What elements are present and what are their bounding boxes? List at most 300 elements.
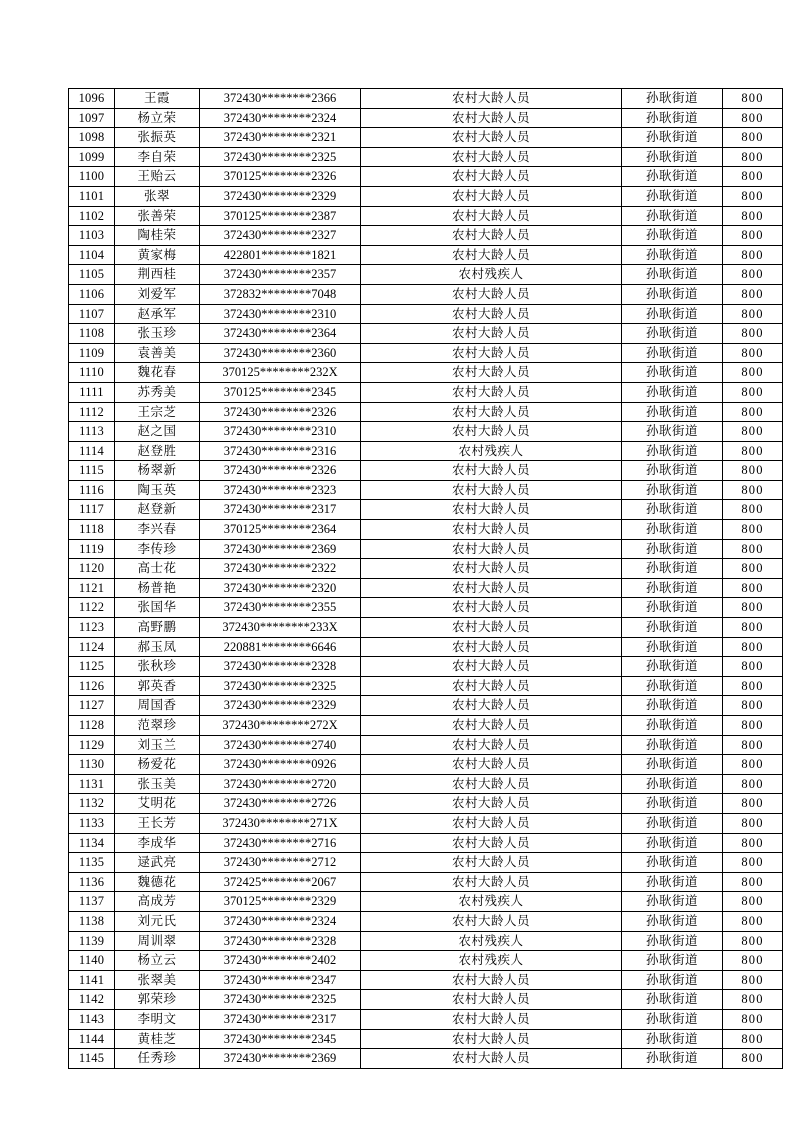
cell-amount: 800 [723, 813, 783, 833]
cell-id-number: 372430********2324 [200, 911, 361, 931]
cell-street: 孙耿街道 [622, 598, 723, 618]
cell-id-number: 372430********2325 [200, 147, 361, 167]
cell-category: 农村大龄人员 [361, 167, 622, 187]
cell-name: 刘玉兰 [115, 735, 200, 755]
table-row [69, 911, 783, 931]
cell-category: 农村大龄人员 [361, 657, 622, 677]
cell-category: 农村大龄人员 [361, 911, 622, 931]
cell-id-number: 372430********2328 [200, 931, 361, 951]
cell-amount: 800 [723, 363, 783, 383]
cell-category: 农村大龄人员 [361, 147, 622, 167]
cell-amount: 800 [723, 892, 783, 912]
cell-name: 杨普艳 [115, 578, 200, 598]
cell-street: 孙耿街道 [622, 872, 723, 892]
cell-name: 周国香 [115, 696, 200, 716]
cell-amount: 800 [723, 559, 783, 579]
cell-sequence: 1099 [69, 147, 115, 167]
cell-amount: 800 [723, 618, 783, 638]
cell-name: 张善荣 [115, 206, 200, 226]
table-row [69, 539, 783, 559]
cell-amount: 800 [723, 480, 783, 500]
cell-category: 农村大龄人员 [361, 324, 622, 344]
cell-id-number: 372430********2720 [200, 774, 361, 794]
cell-amount: 800 [723, 696, 783, 716]
cell-street: 孙耿街道 [622, 284, 723, 304]
cell-sequence: 1131 [69, 774, 115, 794]
cell-name: 王长芳 [115, 813, 200, 833]
cell-street: 孙耿街道 [622, 422, 723, 442]
cell-name: 赵承军 [115, 304, 200, 324]
cell-street: 孙耿街道 [622, 774, 723, 794]
cell-street: 孙耿街道 [622, 167, 723, 187]
table-row [69, 559, 783, 579]
cell-street: 孙耿街道 [622, 382, 723, 402]
cell-sequence: 1101 [69, 186, 115, 206]
cell-category: 农村大龄人员 [361, 206, 622, 226]
cell-category: 农村大龄人员 [361, 402, 622, 422]
table-row [69, 441, 783, 461]
cell-id-number: 372430********2310 [200, 304, 361, 324]
cell-name: 李兴春 [115, 520, 200, 540]
cell-name: 陶桂荣 [115, 226, 200, 246]
table-row [69, 696, 783, 716]
cell-name: 任秀珍 [115, 1049, 200, 1069]
cell-sequence: 1109 [69, 343, 115, 363]
cell-amount: 800 [723, 931, 783, 951]
cell-id-number: 372430********2712 [200, 853, 361, 873]
table-row [69, 461, 783, 481]
cell-street: 孙耿街道 [622, 520, 723, 540]
cell-amount: 800 [723, 284, 783, 304]
cell-street: 孙耿街道 [622, 716, 723, 736]
cell-category: 农村大龄人员 [361, 245, 622, 265]
cell-sequence: 1098 [69, 128, 115, 148]
cell-id-number: 370125********2326 [200, 167, 361, 187]
cell-amount: 800 [723, 147, 783, 167]
table-row [69, 598, 783, 618]
cell-amount: 800 [723, 539, 783, 559]
cell-category: 农村残疾人 [361, 951, 622, 971]
cell-amount: 800 [723, 833, 783, 853]
cell-amount: 800 [723, 324, 783, 344]
cell-sequence: 1121 [69, 578, 115, 598]
cell-sequence: 1134 [69, 833, 115, 853]
cell-street: 孙耿街道 [622, 1029, 723, 1049]
cell-sequence: 1119 [69, 539, 115, 559]
cell-street: 孙耿街道 [622, 128, 723, 148]
cell-amount: 800 [723, 304, 783, 324]
cell-id-number: 220881********6646 [200, 637, 361, 657]
cell-id-number: 372430********2316 [200, 441, 361, 461]
cell-category: 农村大龄人员 [361, 853, 622, 873]
cell-category: 农村大龄人员 [361, 716, 622, 736]
cell-category: 农村大龄人员 [361, 794, 622, 814]
cell-sequence: 1111 [69, 382, 115, 402]
cell-sequence: 1126 [69, 676, 115, 696]
cell-sequence: 1128 [69, 716, 115, 736]
cell-id-number: 372832********7048 [200, 284, 361, 304]
cell-sequence: 1140 [69, 951, 115, 971]
cell-street: 孙耿街道 [622, 206, 723, 226]
cell-id-number: 372430********2347 [200, 970, 361, 990]
cell-amount: 800 [723, 186, 783, 206]
cell-name: 高士花 [115, 559, 200, 579]
cell-amount: 800 [723, 951, 783, 971]
cell-id-number: 372430********2716 [200, 833, 361, 853]
cell-street: 孙耿街道 [622, 147, 723, 167]
cell-id-number: 372430********2324 [200, 108, 361, 128]
cell-sequence: 1125 [69, 657, 115, 677]
cell-name: 赵登胜 [115, 441, 200, 461]
cell-name: 高野鹏 [115, 618, 200, 638]
cell-name: 杨立云 [115, 951, 200, 971]
cell-sequence: 1122 [69, 598, 115, 618]
cell-name: 张秋珍 [115, 657, 200, 677]
cell-name: 刘元氏 [115, 911, 200, 931]
table-row [69, 1009, 783, 1029]
cell-amount: 800 [723, 343, 783, 363]
cell-id-number: 372430********2345 [200, 1029, 361, 1049]
cell-category: 农村大龄人员 [361, 872, 622, 892]
cell-name: 杨立荣 [115, 108, 200, 128]
cell-street: 孙耿街道 [622, 892, 723, 912]
cell-name: 高成芳 [115, 892, 200, 912]
cell-category: 农村大龄人员 [361, 970, 622, 990]
cell-category: 农村残疾人 [361, 265, 622, 285]
cell-id-number: 372430********2357 [200, 265, 361, 285]
cell-name: 艾明花 [115, 794, 200, 814]
table-row [69, 735, 783, 755]
cell-id-number: 372430********2323 [200, 480, 361, 500]
cell-name: 郭英香 [115, 676, 200, 696]
cell-amount: 800 [723, 794, 783, 814]
cell-sequence: 1105 [69, 265, 115, 285]
cell-id-number: 370125********2329 [200, 892, 361, 912]
cell-sequence: 1107 [69, 304, 115, 324]
cell-sequence: 1139 [69, 931, 115, 951]
cell-amount: 800 [723, 500, 783, 520]
cell-street: 孙耿街道 [622, 794, 723, 814]
cell-amount: 800 [723, 520, 783, 540]
cell-category: 农村大龄人员 [361, 1029, 622, 1049]
cell-category: 农村大龄人员 [361, 108, 622, 128]
cell-amount: 800 [723, 89, 783, 109]
cell-id-number: 422801********1821 [200, 245, 361, 265]
table-row [69, 265, 783, 285]
roster-table [68, 88, 783, 1069]
cell-name: 刘爱军 [115, 284, 200, 304]
cell-amount: 800 [723, 265, 783, 285]
cell-name: 李成华 [115, 833, 200, 853]
cell-id-number: 372430********2320 [200, 578, 361, 598]
cell-name: 杨翠新 [115, 461, 200, 481]
table-row [69, 186, 783, 206]
cell-category: 农村大龄人员 [361, 559, 622, 579]
cell-id-number: 372430********2326 [200, 402, 361, 422]
cell-street: 孙耿街道 [622, 931, 723, 951]
cell-street: 孙耿街道 [622, 853, 723, 873]
cell-street: 孙耿街道 [622, 735, 723, 755]
cell-category: 农村大龄人员 [361, 833, 622, 853]
cell-amount: 800 [723, 461, 783, 481]
cell-name: 逯武亮 [115, 853, 200, 873]
table-row [69, 637, 783, 657]
cell-category: 农村大龄人员 [361, 186, 622, 206]
cell-amount: 800 [723, 774, 783, 794]
cell-id-number: 372430********2369 [200, 539, 361, 559]
cell-name: 张翠美 [115, 970, 200, 990]
cell-category: 农村大龄人员 [361, 500, 622, 520]
cell-id-number: 372430********2366 [200, 89, 361, 109]
cell-category: 农村大龄人员 [361, 284, 622, 304]
cell-category: 农村残疾人 [361, 892, 622, 912]
cell-sequence: 1145 [69, 1049, 115, 1069]
cell-sequence: 1120 [69, 559, 115, 579]
cell-name: 袁善美 [115, 343, 200, 363]
cell-sequence: 1106 [69, 284, 115, 304]
cell-id-number: 372430********2328 [200, 657, 361, 677]
cell-id-number: 372430********2317 [200, 500, 361, 520]
cell-amount: 800 [723, 1029, 783, 1049]
cell-id-number: 370125********2387 [200, 206, 361, 226]
cell-category: 农村残疾人 [361, 441, 622, 461]
cell-category: 农村大龄人员 [361, 520, 622, 540]
cell-name: 陶玉英 [115, 480, 200, 500]
cell-category: 农村大龄人员 [361, 461, 622, 481]
cell-amount: 800 [723, 128, 783, 148]
cell-category: 农村大龄人员 [361, 128, 622, 148]
cell-sequence: 1137 [69, 892, 115, 912]
cell-name: 张翠 [115, 186, 200, 206]
cell-street: 孙耿街道 [622, 833, 723, 853]
cell-category: 农村大龄人员 [361, 89, 622, 109]
cell-amount: 800 [723, 657, 783, 677]
roster-table-container [68, 88, 764, 1069]
cell-id-number: 372430********2326 [200, 461, 361, 481]
cell-id-number: 372430********2329 [200, 186, 361, 206]
cell-sequence: 1104 [69, 245, 115, 265]
cell-sequence: 1108 [69, 324, 115, 344]
cell-amount: 800 [723, 402, 783, 422]
cell-amount: 800 [723, 245, 783, 265]
table-row [69, 382, 783, 402]
cell-category: 农村大龄人员 [361, 343, 622, 363]
cell-street: 孙耿街道 [622, 637, 723, 657]
cell-id-number: 372430********2325 [200, 990, 361, 1010]
cell-sequence: 1143 [69, 1009, 115, 1029]
cell-id-number: 370125********2364 [200, 520, 361, 540]
cell-street: 孙耿街道 [622, 1049, 723, 1069]
cell-sequence: 1142 [69, 990, 115, 1010]
cell-street: 孙耿街道 [622, 304, 723, 324]
cell-id-number: 372430********2360 [200, 343, 361, 363]
table-row [69, 89, 783, 109]
cell-sequence: 1129 [69, 735, 115, 755]
cell-name: 郭荣珍 [115, 990, 200, 1010]
cell-category: 农村大龄人员 [361, 598, 622, 618]
table-row [69, 853, 783, 873]
cell-id-number: 372430********272X [200, 716, 361, 736]
cell-id-number: 372430********2364 [200, 324, 361, 344]
cell-id-number: 370125********2345 [200, 382, 361, 402]
cell-id-number: 372430********271X [200, 813, 361, 833]
cell-amount: 800 [723, 108, 783, 128]
cell-street: 孙耿街道 [622, 951, 723, 971]
cell-category: 农村大龄人员 [361, 755, 622, 775]
cell-name: 李传珍 [115, 539, 200, 559]
cell-street: 孙耿街道 [622, 539, 723, 559]
cell-amount: 800 [723, 598, 783, 618]
table-row [69, 500, 783, 520]
table-row [69, 520, 783, 540]
cell-street: 孙耿街道 [622, 990, 723, 1010]
cell-sequence: 1127 [69, 696, 115, 716]
cell-street: 孙耿街道 [622, 480, 723, 500]
table-row [69, 1029, 783, 1049]
table-row [69, 833, 783, 853]
cell-category: 农村大龄人员 [361, 990, 622, 1010]
cell-id-number: 372430********2369 [200, 1049, 361, 1069]
cell-name: 赵之国 [115, 422, 200, 442]
cell-amount: 800 [723, 226, 783, 246]
cell-sequence: 1116 [69, 480, 115, 500]
table-row [69, 892, 783, 912]
cell-id-number: 372430********2402 [200, 951, 361, 971]
cell-category: 农村大龄人员 [361, 382, 622, 402]
cell-category: 农村大龄人员 [361, 696, 622, 716]
table-row [69, 480, 783, 500]
cell-id-number: 372430********0926 [200, 755, 361, 775]
table-row [69, 324, 783, 344]
cell-street: 孙耿街道 [622, 676, 723, 696]
cell-name: 张国华 [115, 598, 200, 618]
cell-category: 农村大龄人员 [361, 813, 622, 833]
cell-sequence: 1141 [69, 970, 115, 990]
cell-sequence: 1102 [69, 206, 115, 226]
cell-sequence: 1133 [69, 813, 115, 833]
cell-street: 孙耿街道 [622, 657, 723, 677]
cell-sequence: 1132 [69, 794, 115, 814]
cell-street: 孙耿街道 [622, 343, 723, 363]
cell-street: 孙耿街道 [622, 265, 723, 285]
cell-street: 孙耿街道 [622, 911, 723, 931]
cell-street: 孙耿街道 [622, 402, 723, 422]
cell-amount: 800 [723, 1049, 783, 1069]
cell-sequence: 1113 [69, 422, 115, 442]
table-row [69, 343, 783, 363]
table-row [69, 578, 783, 598]
cell-category: 农村残疾人 [361, 931, 622, 951]
cell-id-number: 370125********232X [200, 363, 361, 383]
cell-amount: 800 [723, 990, 783, 1010]
cell-name: 郝玉凤 [115, 637, 200, 657]
cell-id-number: 372430********2310 [200, 422, 361, 442]
cell-street: 孙耿街道 [622, 813, 723, 833]
cell-amount: 800 [723, 206, 783, 226]
cell-category: 农村大龄人员 [361, 480, 622, 500]
table-row [69, 108, 783, 128]
cell-id-number: 372430********233X [200, 618, 361, 638]
cell-name: 张振英 [115, 128, 200, 148]
cell-amount: 800 [723, 637, 783, 657]
cell-category: 农村大龄人员 [361, 422, 622, 442]
cell-name: 荆西桂 [115, 265, 200, 285]
cell-category: 农村大龄人员 [361, 363, 622, 383]
table-row [69, 167, 783, 187]
table-row [69, 872, 783, 892]
cell-sequence: 1124 [69, 637, 115, 657]
cell-name: 魏德花 [115, 872, 200, 892]
cell-sequence: 1103 [69, 226, 115, 246]
table-row [69, 422, 783, 442]
cell-category: 农村大龄人员 [361, 618, 622, 638]
cell-name: 张玉珍 [115, 324, 200, 344]
cell-sequence: 1123 [69, 618, 115, 638]
cell-street: 孙耿街道 [622, 559, 723, 579]
cell-id-number: 372430********2317 [200, 1009, 361, 1029]
cell-sequence: 1144 [69, 1029, 115, 1049]
table-row [69, 794, 783, 814]
cell-sequence: 1130 [69, 755, 115, 775]
cell-id-number: 372430********2321 [200, 128, 361, 148]
table-row [69, 657, 783, 677]
cell-amount: 800 [723, 382, 783, 402]
cell-id-number: 372430********2740 [200, 735, 361, 755]
cell-amount: 800 [723, 970, 783, 990]
cell-amount: 800 [723, 716, 783, 736]
cell-id-number: 372430********2726 [200, 794, 361, 814]
cell-id-number: 372430********2327 [200, 226, 361, 246]
cell-sequence: 1138 [69, 911, 115, 931]
table-row [69, 813, 783, 833]
cell-sequence: 1115 [69, 461, 115, 481]
cell-amount: 800 [723, 422, 783, 442]
cell-street: 孙耿街道 [622, 461, 723, 481]
table-row [69, 284, 783, 304]
cell-sequence: 1135 [69, 853, 115, 873]
table-row [69, 676, 783, 696]
cell-category: 农村大龄人员 [361, 774, 622, 794]
cell-amount: 800 [723, 911, 783, 931]
cell-street: 孙耿街道 [622, 500, 723, 520]
cell-name: 杨爱花 [115, 755, 200, 775]
table-row [69, 931, 783, 951]
table-row [69, 226, 783, 246]
table-row [69, 245, 783, 265]
cell-name: 范翠珍 [115, 716, 200, 736]
cell-category: 农村大龄人员 [361, 539, 622, 559]
cell-amount: 800 [723, 167, 783, 187]
cell-name: 张玉美 [115, 774, 200, 794]
cell-street: 孙耿街道 [622, 970, 723, 990]
cell-street: 孙耿街道 [622, 363, 723, 383]
cell-sequence: 1112 [69, 402, 115, 422]
table-row [69, 755, 783, 775]
cell-street: 孙耿街道 [622, 441, 723, 461]
cell-name: 苏秀美 [115, 382, 200, 402]
cell-street: 孙耿街道 [622, 89, 723, 109]
cell-street: 孙耿街道 [622, 108, 723, 128]
cell-amount: 800 [723, 441, 783, 461]
table-row [69, 618, 783, 638]
cell-name: 王霞 [115, 89, 200, 109]
cell-name: 王宗芝 [115, 402, 200, 422]
cell-name: 周训翠 [115, 931, 200, 951]
cell-category: 农村大龄人员 [361, 578, 622, 598]
cell-name: 王贻云 [115, 167, 200, 187]
cell-street: 孙耿街道 [622, 696, 723, 716]
cell-name: 李明文 [115, 1009, 200, 1029]
